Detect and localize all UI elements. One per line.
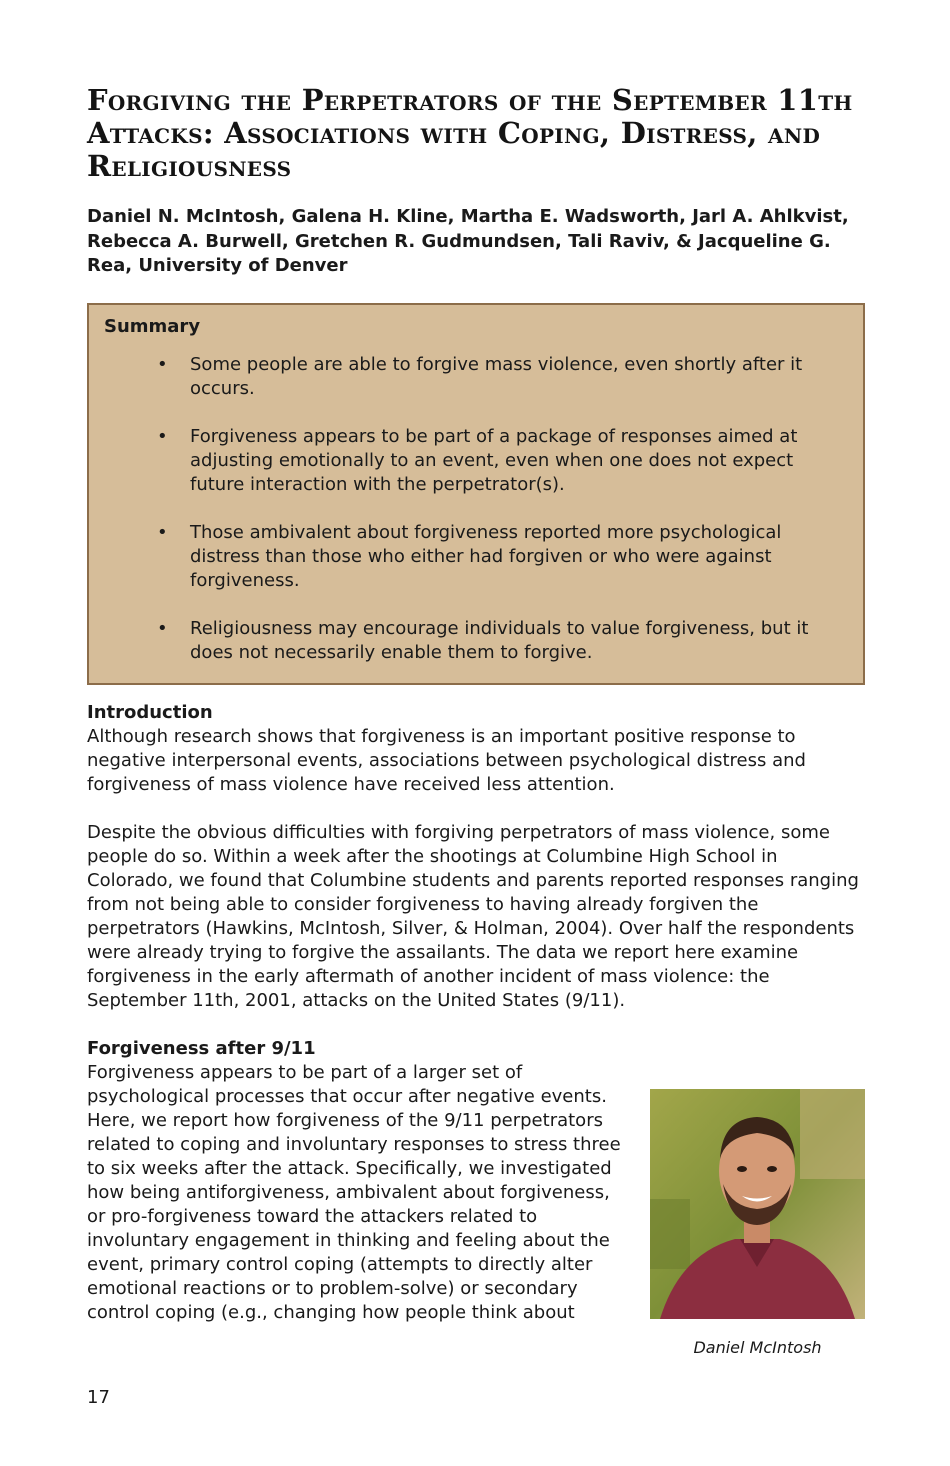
introduction-heading: Introduction — [87, 701, 213, 723]
summary-item — [157, 353, 849, 401]
summary-item-text: Religiousness may encourage individuals to value forgiveness, but it does not necessarily enable them to forgive. — [190, 617, 809, 663]
author-figure — [650, 1089, 865, 1358]
article-authors: Daniel N. McIntosh, Galena H. Kline, Martha E. Wadsworth, Jarl A. Ahlkvist, Rebecca A. Burwell, Gretchen R. Gudmundsen, Tali Raviv, & Jacqueline G. Rea, University of Denver — [87, 206, 849, 276]
bullet-icon: • — [157, 521, 168, 543]
photo-caption: Daniel McIntosh — [693, 1337, 822, 1357]
article-title: Forgiving the Perpetrators of the September 11th Attacks: Associations with Coping, Distress, and Religiousness — [87, 83, 853, 183]
introduction-paragraph: Despite the obvious difficulties with forgiving perpetrators of mass violence, some people do so. Within a week after the shootings at Columbine High School in Colorado, we found that Columbine students and parents reported responses ranging from not being able to consider forgiveness to having already forgiven the perpetrators (Hawkins, McIntosh, Silver, & Holman, 2004). Over half the respondents were already trying to forgive the assailants. The data we report here examine forgiveness in the early aftermath of another incident of mass violence: the September 11th, 2001, attacks on the United States (9/11). — [87, 821, 859, 1011]
summary-item-text: Those ambivalent about forgiveness reported more psychological distress than those who either had forgiven or who were against forgiveness. — [190, 521, 782, 591]
summary-item-text: Forgiveness appears to be part of a package of responses aimed at adjusting emotionally to an event, even when one does not expect future interaction with the perpetrator(s). — [190, 425, 798, 495]
introduction-paragraph: Although research shows that forgiveness is an important positive response to negative interpersonal events, associations between psychological distress and forgiveness of mass violence have received less attention. — [87, 725, 806, 795]
summary-list — [104, 353, 849, 665]
author-photo — [650, 1089, 865, 1319]
summary-item-text: Some people are able to forgive mass violence, even shortly after it occurs. — [190, 353, 803, 399]
forgiveness-paragraph: Forgiveness appears to be part of a larger set of psychological processes that occur after negative events. Here, we report how forgiveness of the 9/11 perpetrators related to coping and involuntary responses to stress three to six weeks after the attack. Specifically, we investigated how being antiforgiveness, ambivalent about forgiveness, or pro-forgiveness toward the attackers related to involuntary engagement in thinking and feeling about the event, primary control coping (attempts to directly alter emotional reactions or to problem-solve) or secondary control coping (e.g., changing how people think about — [87, 1061, 621, 1323]
article — [87, 84, 865, 1358]
page-number: 17 — [87, 1387, 110, 1408]
summary-box — [87, 303, 865, 685]
summary-heading: Summary — [104, 315, 201, 337]
bullet-icon: • — [157, 353, 168, 375]
forgiveness-section — [87, 1061, 865, 1358]
summary-item — [157, 425, 849, 497]
bullet-icon: • — [157, 617, 168, 639]
forgiveness-heading: Forgiveness after 9/11 — [87, 1037, 316, 1059]
summary-item — [157, 521, 849, 593]
bullet-icon: • — [157, 425, 168, 447]
summary-item — [157, 617, 849, 665]
